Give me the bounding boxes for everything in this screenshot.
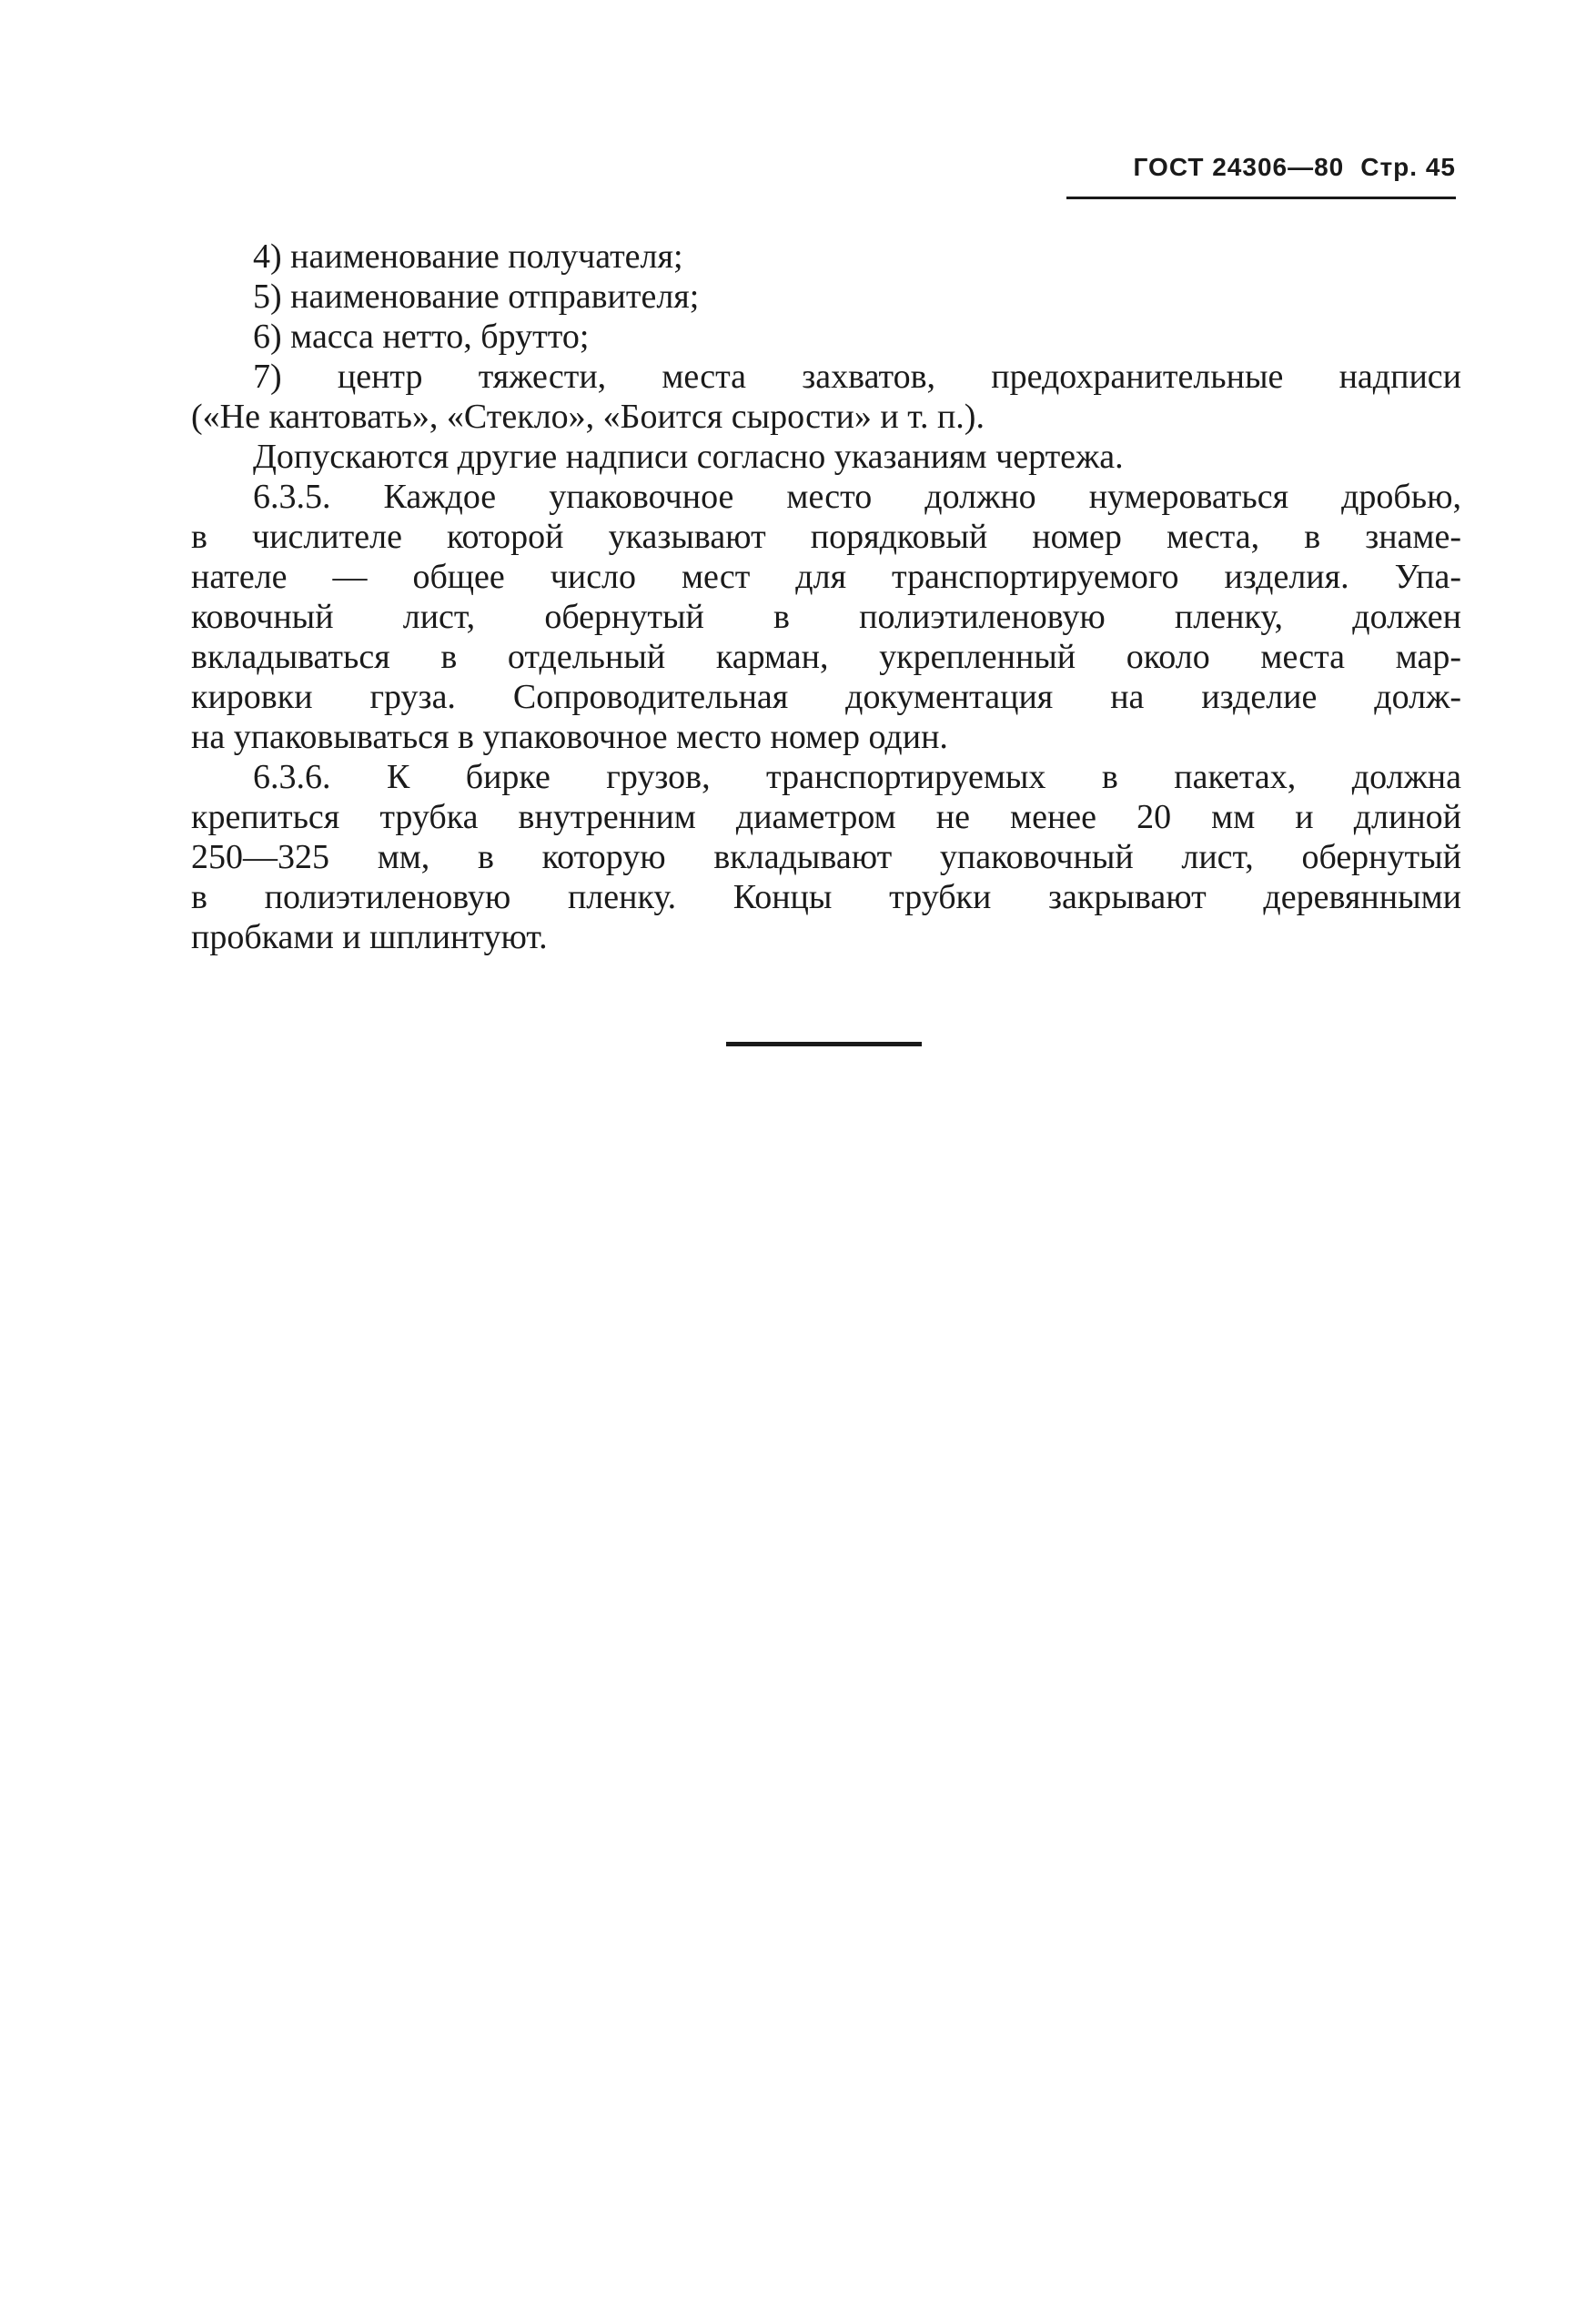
paragraph-6-3-6-line: в полиэтиленовую пленку. Концы трубки закрывают деревянными [191,878,1461,916]
paragraph-6-3-5-line: 6.3.5. Каждое упаковочное место должно нумероваться дробью, [253,478,1461,516]
paragraph-6-3-5-line: вкладываться в отдельный карман, укрепленный около места мар- [191,638,1461,676]
list-item: 6) масса нетто, брутто; [253,318,590,356]
paragraph-6-3-6-line: крепиться трубка внутренним диаметром не менее 20 мм и длиной [191,798,1461,836]
page-header [1066,153,1456,182]
paragraph-6-3-5-line: в числителе которой указывают порядковый номер места, в знаме- [191,518,1461,556]
list-item: 4) наименование получателя; [253,237,683,276]
paragraph-6-3-5-line: на упаковываться в упаковочное место номер один. [191,718,948,756]
paragraph-6-3-6-line: пробками и шплинтуют. [191,918,548,956]
list-item: 7) центр тяжести, места захватов, предохранительные надписи [253,358,1461,396]
paragraph-6-3-5-line: кировки груза. Сопроводительная документация на изделие долж- [191,678,1461,716]
end-rule [726,1042,922,1046]
page-number: Стр. 45 [1360,153,1456,181]
paragraph-6-3-6-line: 250—325 мм, в которую вкладывают упаковочный лист, обернутый [191,838,1461,876]
paragraph-6-3-5-line: нателе — общее число мест для транспортируемого изделия. Упа- [191,558,1461,596]
paragraph-6-3-5-line: ковочный лист, обернутый в полиэтиленовую пленку, должен [191,598,1461,636]
standard-number: ГОСТ 24306—80 [1133,153,1345,181]
header-rule [1066,197,1456,199]
document-body [191,237,1461,957]
list-item: 5) наименование отправителя; [253,278,700,316]
note-line: Допускаются другие надписи согласно указаниям чертежа. [253,438,1124,476]
paragraph-6-3-6-line: 6.3.6. К бирке грузов, транспортируемых в пакетах, должна [253,758,1461,796]
list-item-continuation: («Не кантовать», «Стекло», «Боится сырости» и т. п.). [191,398,985,436]
